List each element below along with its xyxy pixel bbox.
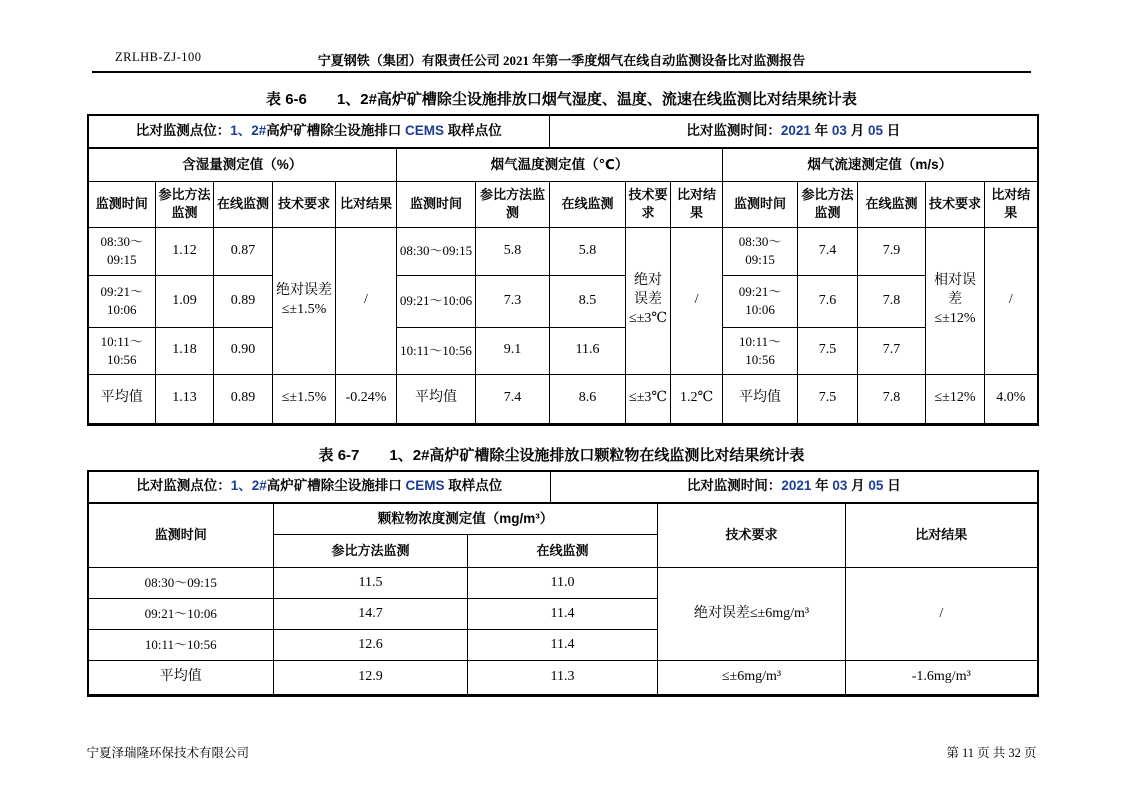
- header-rule: [92, 71, 1031, 73]
- table-row: [88, 568, 1038, 599]
- col-header: 在线监测: [858, 181, 926, 227]
- online-value: 8.5: [550, 275, 626, 327]
- online-value: 11.0: [468, 568, 658, 599]
- time-cell: 09:21～10:06: [88, 275, 156, 327]
- col-header: 监测时间: [397, 181, 476, 227]
- table-6-7-title: 表 6-7 1、2#高炉矿槽除尘设施排放口颗粒物在线监测比对结果统计表: [318, 446, 805, 464]
- online-value: 0.87: [214, 227, 273, 275]
- section-header-velocity: 烟气流速测定值（m/s）: [723, 148, 1038, 181]
- col-header-time: 监测时间: [88, 503, 274, 568]
- table-row: [88, 275, 1038, 327]
- table-row-average: [88, 374, 1038, 424]
- col-header: 在线监测: [550, 181, 626, 227]
- text-segment: 高炉矿槽除尘设施排口: [266, 123, 406, 139]
- time-cell: 09:21～10:06: [723, 275, 798, 327]
- monitor-time-cell: [550, 115, 1038, 148]
- ref-value: 1.12: [156, 227, 214, 275]
- text-segment: CEMS: [405, 123, 445, 139]
- table-row: [88, 181, 1038, 227]
- text-segment: 年: [810, 123, 832, 139]
- col-header-ref: 参比方法监测: [274, 535, 468, 568]
- ref-value: 12.6: [274, 630, 468, 661]
- text-segment: 2021: [781, 478, 812, 494]
- col-header: 比对结果: [985, 181, 1038, 227]
- table-6-6-title: 表 6-6 1、2#高炉矿槽除尘设施排放口烟气湿度、温度、流速在线监测比对结果统计表: [266, 91, 857, 108]
- text-segment: CEMS: [405, 478, 445, 494]
- page-footer: [87, 743, 1037, 761]
- ref-value: 7.5: [798, 327, 858, 374]
- avg-ref-value: 7.4: [476, 374, 550, 424]
- tech-requirement: 绝对误差≤±6mg/m³: [658, 568, 846, 661]
- ref-value: 1.09: [156, 275, 214, 327]
- ref-value: 7.6: [798, 275, 858, 327]
- text-segment: 05: [867, 123, 883, 139]
- col-header: 参比方法监测: [798, 181, 858, 227]
- col-header: 监测时间: [88, 181, 156, 227]
- table-row-average: [88, 661, 1038, 696]
- online-value: 11.4: [468, 630, 658, 661]
- avg-ref-value: 12.9: [274, 661, 468, 696]
- avg-online-value: 8.6: [550, 374, 626, 424]
- text-segment: 比对监测时间：: [686, 123, 781, 139]
- text-segment: 05: [868, 478, 884, 494]
- monitor-time-cell: [551, 471, 1038, 503]
- page-header: [0, 0, 1123, 68]
- text-segment: 1、2#: [230, 478, 267, 494]
- table-row: [88, 471, 1038, 503]
- time-cell: 08:30～09:15: [88, 568, 274, 599]
- online-value: 11.4: [468, 599, 658, 630]
- compare-result: /: [846, 568, 1038, 661]
- time-cell: 08:30～09:15: [88, 227, 156, 275]
- doc-title: 宁夏钢铁（集团）有限责任公司 2021 年第一季度烟气在线自动监测设备比对监测报告: [317, 53, 806, 68]
- monitor-point-cell: [88, 471, 551, 503]
- text-segment: 年: [811, 478, 833, 494]
- table-6-7: [87, 470, 1039, 698]
- online-value: 0.90: [214, 327, 273, 374]
- compare-result: /: [985, 227, 1038, 374]
- time-cell: 08:30～09:15: [723, 227, 798, 275]
- ref-value: 11.5: [274, 568, 468, 599]
- avg-tech-requirement: ≤±12%: [926, 374, 985, 424]
- text-segment: 03: [832, 478, 848, 494]
- online-value: 5.8: [550, 227, 626, 275]
- table-row: [88, 503, 1038, 535]
- ref-value: 5.8: [476, 227, 550, 275]
- monitor-point-cell: [88, 115, 550, 148]
- text-segment: 2021: [780, 123, 811, 139]
- footer-page-number: 第 11 页 共 32 页: [946, 746, 1037, 760]
- time-cell: 08:30～09:15: [397, 227, 476, 275]
- tech-requirement: 相对误差≤±12%: [926, 227, 985, 374]
- col-header: 技术要求: [926, 181, 985, 227]
- avg-label: 平均值: [723, 374, 798, 424]
- avg-online-value: 7.8: [858, 374, 926, 424]
- avg-compare-result: 4.0%: [985, 374, 1038, 424]
- avg-ref-value: 7.5: [798, 374, 858, 424]
- col-header: 技术要求: [273, 181, 336, 227]
- col-header-online: 在线监测: [468, 535, 658, 568]
- table-row: [88, 227, 1038, 275]
- col-header: 在线监测: [214, 181, 273, 227]
- avg-ref-value: 1.13: [156, 374, 214, 424]
- text-segment: 日: [882, 123, 901, 139]
- text-segment: 03: [831, 123, 847, 139]
- time-cell: 09:21～10:06: [397, 275, 476, 327]
- compare-result: /: [671, 227, 723, 374]
- table-row: [88, 115, 1038, 148]
- footer-company: 宁夏泽瑞隆环保技术有限公司: [86, 746, 250, 760]
- table-row: [88, 148, 1038, 181]
- text-segment: 比对监测点位：: [136, 478, 231, 494]
- avg-tech-requirement: ≤±1.5%: [273, 374, 336, 424]
- avg-compare-result: -0.24%: [336, 374, 397, 424]
- time-cell: 09:21～10:06: [88, 599, 274, 630]
- text-segment: 高炉矿槽除尘设施排口: [266, 478, 406, 494]
- col-header: 技术要求: [626, 181, 671, 227]
- ref-value: 14.7: [274, 599, 468, 630]
- avg-compare-result: 1.2℃: [671, 374, 723, 424]
- time-cell: 10:11～10:56: [723, 327, 798, 374]
- section-header-humidity: 含湿量测定值（%）: [88, 148, 397, 181]
- text-segment: 比对监测点位：: [135, 123, 231, 139]
- ref-value: 9.1: [476, 327, 550, 374]
- text-segment: 取样点位: [444, 123, 502, 139]
- online-value: 7.8: [858, 275, 926, 327]
- text-segment: 取样点位: [444, 478, 503, 494]
- avg-compare-result: -1.6mg/m³: [846, 661, 1038, 696]
- online-value: 7.7: [858, 327, 926, 374]
- table-row: [88, 327, 1038, 374]
- text-segment: 日: [883, 478, 901, 494]
- online-value: 11.6: [550, 327, 626, 374]
- ref-value: 1.18: [156, 327, 214, 374]
- col-header: 比对结果: [336, 181, 397, 227]
- ref-value: 7.4: [798, 227, 858, 275]
- avg-tech-requirement: ≤±3℃: [626, 374, 671, 424]
- text-segment: 月: [846, 123, 868, 139]
- section-header-temperature: 烟气温度测定值（℃）: [397, 148, 723, 181]
- col-header: 比对结果: [671, 181, 723, 227]
- col-header: 参比方法监测: [156, 181, 214, 227]
- avg-label: 平均值: [397, 374, 476, 424]
- table-6-6: [87, 114, 1039, 426]
- compare-result: /: [336, 227, 397, 374]
- text-segment: 1、2#: [230, 123, 267, 139]
- page-content: [87, 88, 1037, 697]
- col-header: 参比方法监测: [476, 181, 550, 227]
- col-header-tech: 技术要求: [658, 503, 846, 568]
- group-header-concentration: 颗粒物浓度测定值（mg/m³）: [274, 503, 658, 535]
- avg-tech-requirement: ≤±6mg/m³: [658, 661, 846, 696]
- avg-online-value: 0.89: [214, 374, 273, 424]
- avg-label: 平均值: [88, 374, 156, 424]
- text-segment: 月: [847, 478, 869, 494]
- time-cell: 10:11～10:56: [88, 327, 156, 374]
- time-cell: 10:11～10:56: [88, 630, 274, 661]
- tech-requirement: 绝对误差≤±1.5%: [273, 227, 336, 374]
- text-segment: 比对监测时间：: [686, 478, 782, 494]
- online-value: 0.89: [214, 275, 273, 327]
- doc-code: ZRLHB-ZJ-100: [115, 50, 202, 64]
- col-header: 监测时间: [723, 181, 798, 227]
- online-value: 7.9: [858, 227, 926, 275]
- ref-value: 7.3: [476, 275, 550, 327]
- avg-label: 平均值: [88, 661, 274, 696]
- avg-online-value: 11.3: [468, 661, 658, 696]
- time-cell: 10:11～10:56: [397, 327, 476, 374]
- col-header-result: 比对结果: [846, 503, 1038, 568]
- tech-requirement: 绝对误差≤±3℃: [626, 227, 671, 374]
